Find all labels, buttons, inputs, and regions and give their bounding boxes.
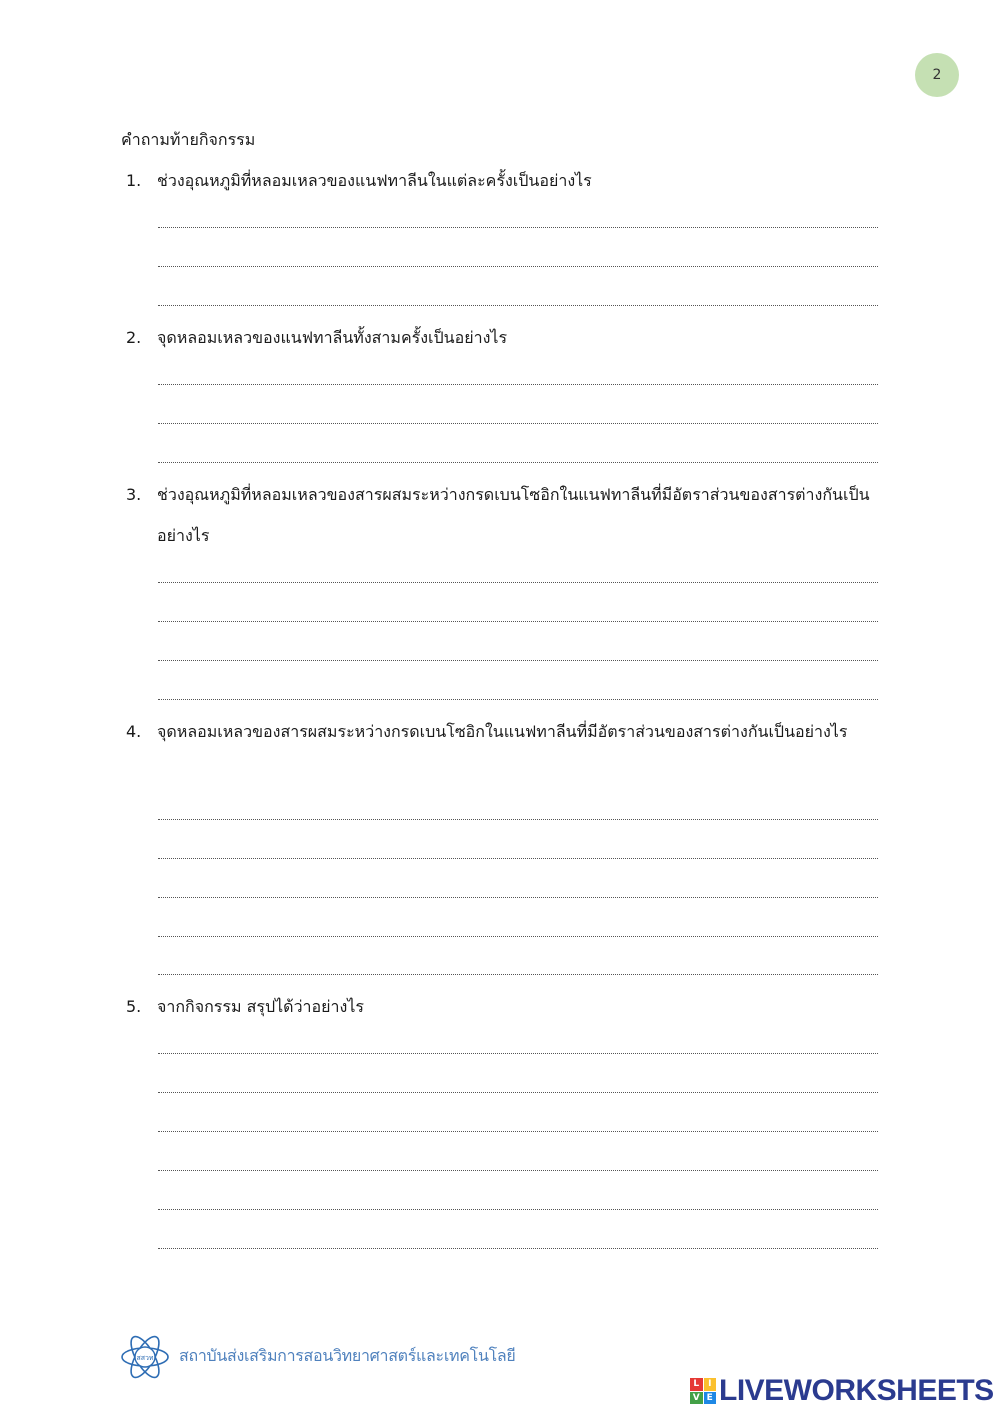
question-3 <box>126 474 878 556</box>
watermark-text: LIVEWORKSHEETS <box>719 1374 994 1407</box>
badge-letter: I <box>704 1378 717 1391</box>
question-number: 5. <box>126 997 142 1016</box>
answer-line[interactable] <box>158 1092 878 1093</box>
answer-line[interactable] <box>158 384 878 385</box>
question-2 <box>126 317 878 358</box>
answer-line[interactable] <box>158 1248 878 1249</box>
question-number: 4. <box>126 722 142 741</box>
answer-line[interactable] <box>158 819 878 820</box>
answer-line[interactable] <box>158 974 878 975</box>
answer-line[interactable] <box>158 462 878 463</box>
question-number: 3. <box>126 485 142 504</box>
answer-line[interactable] <box>158 858 878 859</box>
answer-line[interactable] <box>158 699 878 700</box>
question-text: จากกิจกรรม สรุปได้ว่าอย่างไร <box>157 997 364 1016</box>
badge-letter: L <box>690 1378 703 1391</box>
liveworksheets-watermark <box>690 1376 994 1406</box>
atom-logo-icon <box>120 1329 170 1385</box>
logo-lettering: สสวท <box>136 1354 154 1362</box>
answer-line[interactable] <box>158 227 878 228</box>
question-text: จุดหลอมเหลวของสารผสมระหว่างกรดเบนโซอิกในแนฟทาลีนที่มีอัตราส่วนของสารต่างกันเป็นอย่างไร <box>157 722 848 741</box>
answer-line[interactable] <box>158 582 878 583</box>
organization-name: สถาบันส่งเสริมการสอนวิทยาศาสตร์และเทคโนโลยี <box>179 1346 516 1365</box>
question-number: 2. <box>126 328 142 347</box>
section-heading: คำถามท้ายกิจกรรม <box>121 130 256 149</box>
question-4 <box>126 711 878 752</box>
badge-letter: V <box>690 1392 703 1405</box>
question-number: 1. <box>126 171 142 190</box>
answer-line[interactable] <box>158 936 878 937</box>
question-1 <box>126 160 878 201</box>
badge-letter: E <box>704 1392 717 1405</box>
answer-line[interactable] <box>158 1131 878 1132</box>
answer-line[interactable] <box>158 660 878 661</box>
question-text: ช่วงอุณหภูมิที่หลอมเหลวของสารผสมระหว่างกรดเบนโซอิกในแนฟทาลีนที่มีอัตราส่วนของสารต่างกันเป็นอย่างไร <box>157 485 870 545</box>
answer-line[interactable] <box>158 897 878 898</box>
liveworksheets-badge-icon <box>690 1378 716 1404</box>
page-number-badge: 2 <box>915 53 959 97</box>
answer-line[interactable] <box>158 621 878 622</box>
answer-line[interactable] <box>158 1170 878 1171</box>
answer-line[interactable] <box>158 1053 878 1054</box>
answer-line[interactable] <box>158 305 878 306</box>
question-text: ช่วงอุณหภูมิที่หลอมเหลวของแนฟทาลีนในแต่ละครั้งเป็นอย่างไร <box>157 171 592 190</box>
answer-line[interactable] <box>158 266 878 267</box>
question-text: จุดหลอมเหลวของแนฟทาลีนทั้งสามครั้งเป็นอย่างไร <box>157 328 508 347</box>
answer-line[interactable] <box>158 423 878 424</box>
question-5 <box>126 986 878 1027</box>
organization-logo <box>120 1329 170 1385</box>
answer-line[interactable] <box>158 1209 878 1210</box>
